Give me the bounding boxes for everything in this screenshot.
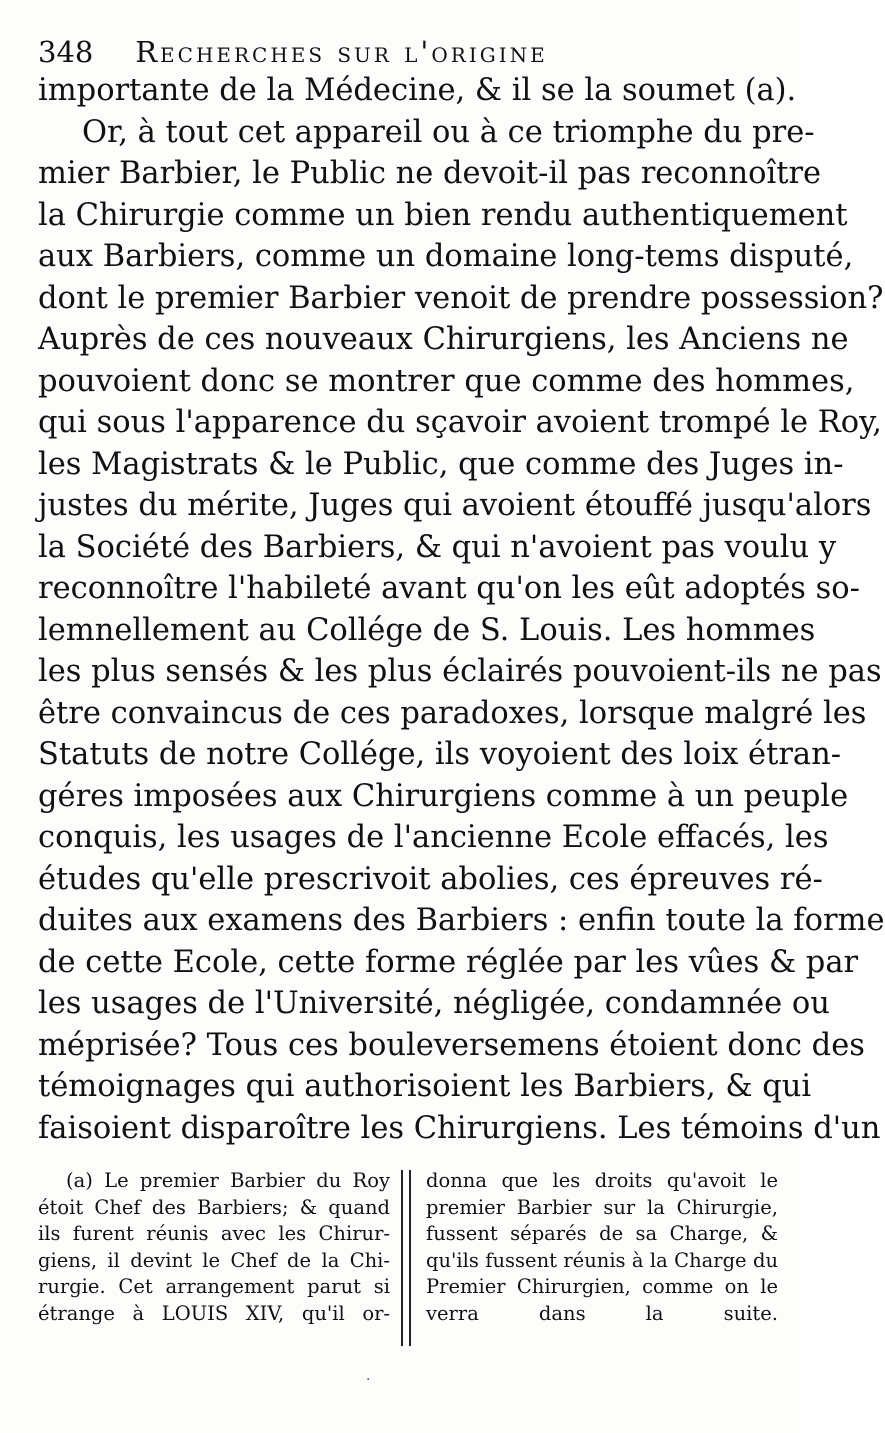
text-line: justes du mérite, Juges qui avoient étouffé jusqu'alors (38, 488, 872, 523)
running-title: Recherches sur l'origine (135, 35, 548, 69)
text-line: importante de la Médecine, & il se la soumet (a). (38, 73, 797, 108)
text-line: la Société des Barbiers, & qui n'avoient pas voulu y (38, 529, 837, 565)
footnote-block (38, 1168, 778, 1358)
running-header (38, 30, 778, 74)
footnote-line: donna que les droits qu'avoit le (426, 1169, 778, 1192)
text-line: géres imposées aux Chirurgiens comme à un peuple (38, 778, 849, 814)
text-line: lemnellement au Collége de S. Louis. Les hommes (38, 612, 816, 648)
text-line: aux Barbiers, comme un domaine long-tems disputé, (38, 239, 854, 274)
text-line: Statuts de notre Collége, ils voyoient des loix étran- (38, 737, 842, 772)
text-line: les Magistrats & le Public, que comme des Juges in- (38, 446, 844, 482)
text-line: témoignages qui authorisoient les Barbiers, & qui (38, 1069, 812, 1104)
text-line: duites aux examens des Barbiers : enfin toute la forme (38, 903, 885, 938)
footnote-line: premier Barbier sur la Chirurgie, (426, 1195, 778, 1219)
footnote-line: (a) Le premier Barbier du Roy (66, 1169, 390, 1192)
text-line: conquis, les usages de l'ancienne Ecole effacés, les (38, 820, 829, 855)
main-text (38, 70, 885, 1149)
printer-mark: · (366, 1372, 371, 1388)
footnote-line: Premier Chirurgien, comme on le (426, 1275, 778, 1298)
text-line: être convaincus de ces paradoxes, lorsque malgré les (38, 695, 867, 731)
footnote-line: fussent séparés de sa Charge, & (426, 1222, 778, 1245)
text-line: Auprès de ces nouveaux Chirurgiens, les Anciens ne (38, 322, 849, 357)
column-divider (409, 1170, 411, 1346)
footnote-line: verra dans la suite. (426, 1301, 778, 1325)
text-line: les usages de l'Université, négligée, condamnée ou (38, 986, 830, 1021)
text-line: dont le premier Barbier venoit de prendre possession? (38, 280, 884, 316)
footnote-column-right (426, 1168, 778, 1327)
text-line: pouvoient donc se montrer que comme des hommes, (38, 363, 855, 399)
text-line: reconnoître l'habileté avant qu'on les eût adoptés so- (38, 571, 860, 606)
footnote-line: qu'ils fussent réunis à la Charge du (426, 1248, 778, 1272)
page-number: 348 (38, 35, 94, 69)
footnote-column-left (38, 1168, 390, 1327)
text-line: faisoient disparoître les Chirurgiens. Les témoins d'un (38, 1110, 881, 1146)
text-line: études qu'elle prescrivoit abolies, ces épreuves ré- (38, 861, 823, 897)
text-line: les plus sensés & les plus éclairés pouvoient-ils ne pas (38, 654, 882, 689)
text-line: de cette Ecole, cette forme réglée par les vûes & par (38, 944, 859, 980)
footnote-line: rurgie. Cet arrangement parut si (38, 1275, 390, 1298)
footnote-line: giens, il devint le Chef de la Chi- (38, 1248, 390, 1272)
footnote-line: étoit Chef des Barbiers; & quand (38, 1195, 390, 1219)
footnote-line: étrange à LOUIS XIV, qu'il or- (38, 1301, 390, 1325)
text-line: Or, à tout cet appareil ou à ce triomphe du pre- (82, 114, 815, 150)
text-line: mier Barbier, le Public ne devoit-il pas reconnoître (38, 156, 822, 191)
text-line: méprisée? Tous ces bouleversemens étoient donc des (38, 1027, 865, 1063)
text-line: qui sous l'apparence du sçavoir avoient trompé le Roy, (38, 405, 882, 440)
text-line: la Chirurgie comme un bien rendu authentiquement (38, 197, 848, 233)
column-divider (401, 1170, 403, 1346)
footnote-line: ils furent réunis avec les Chirur- (38, 1222, 390, 1245)
